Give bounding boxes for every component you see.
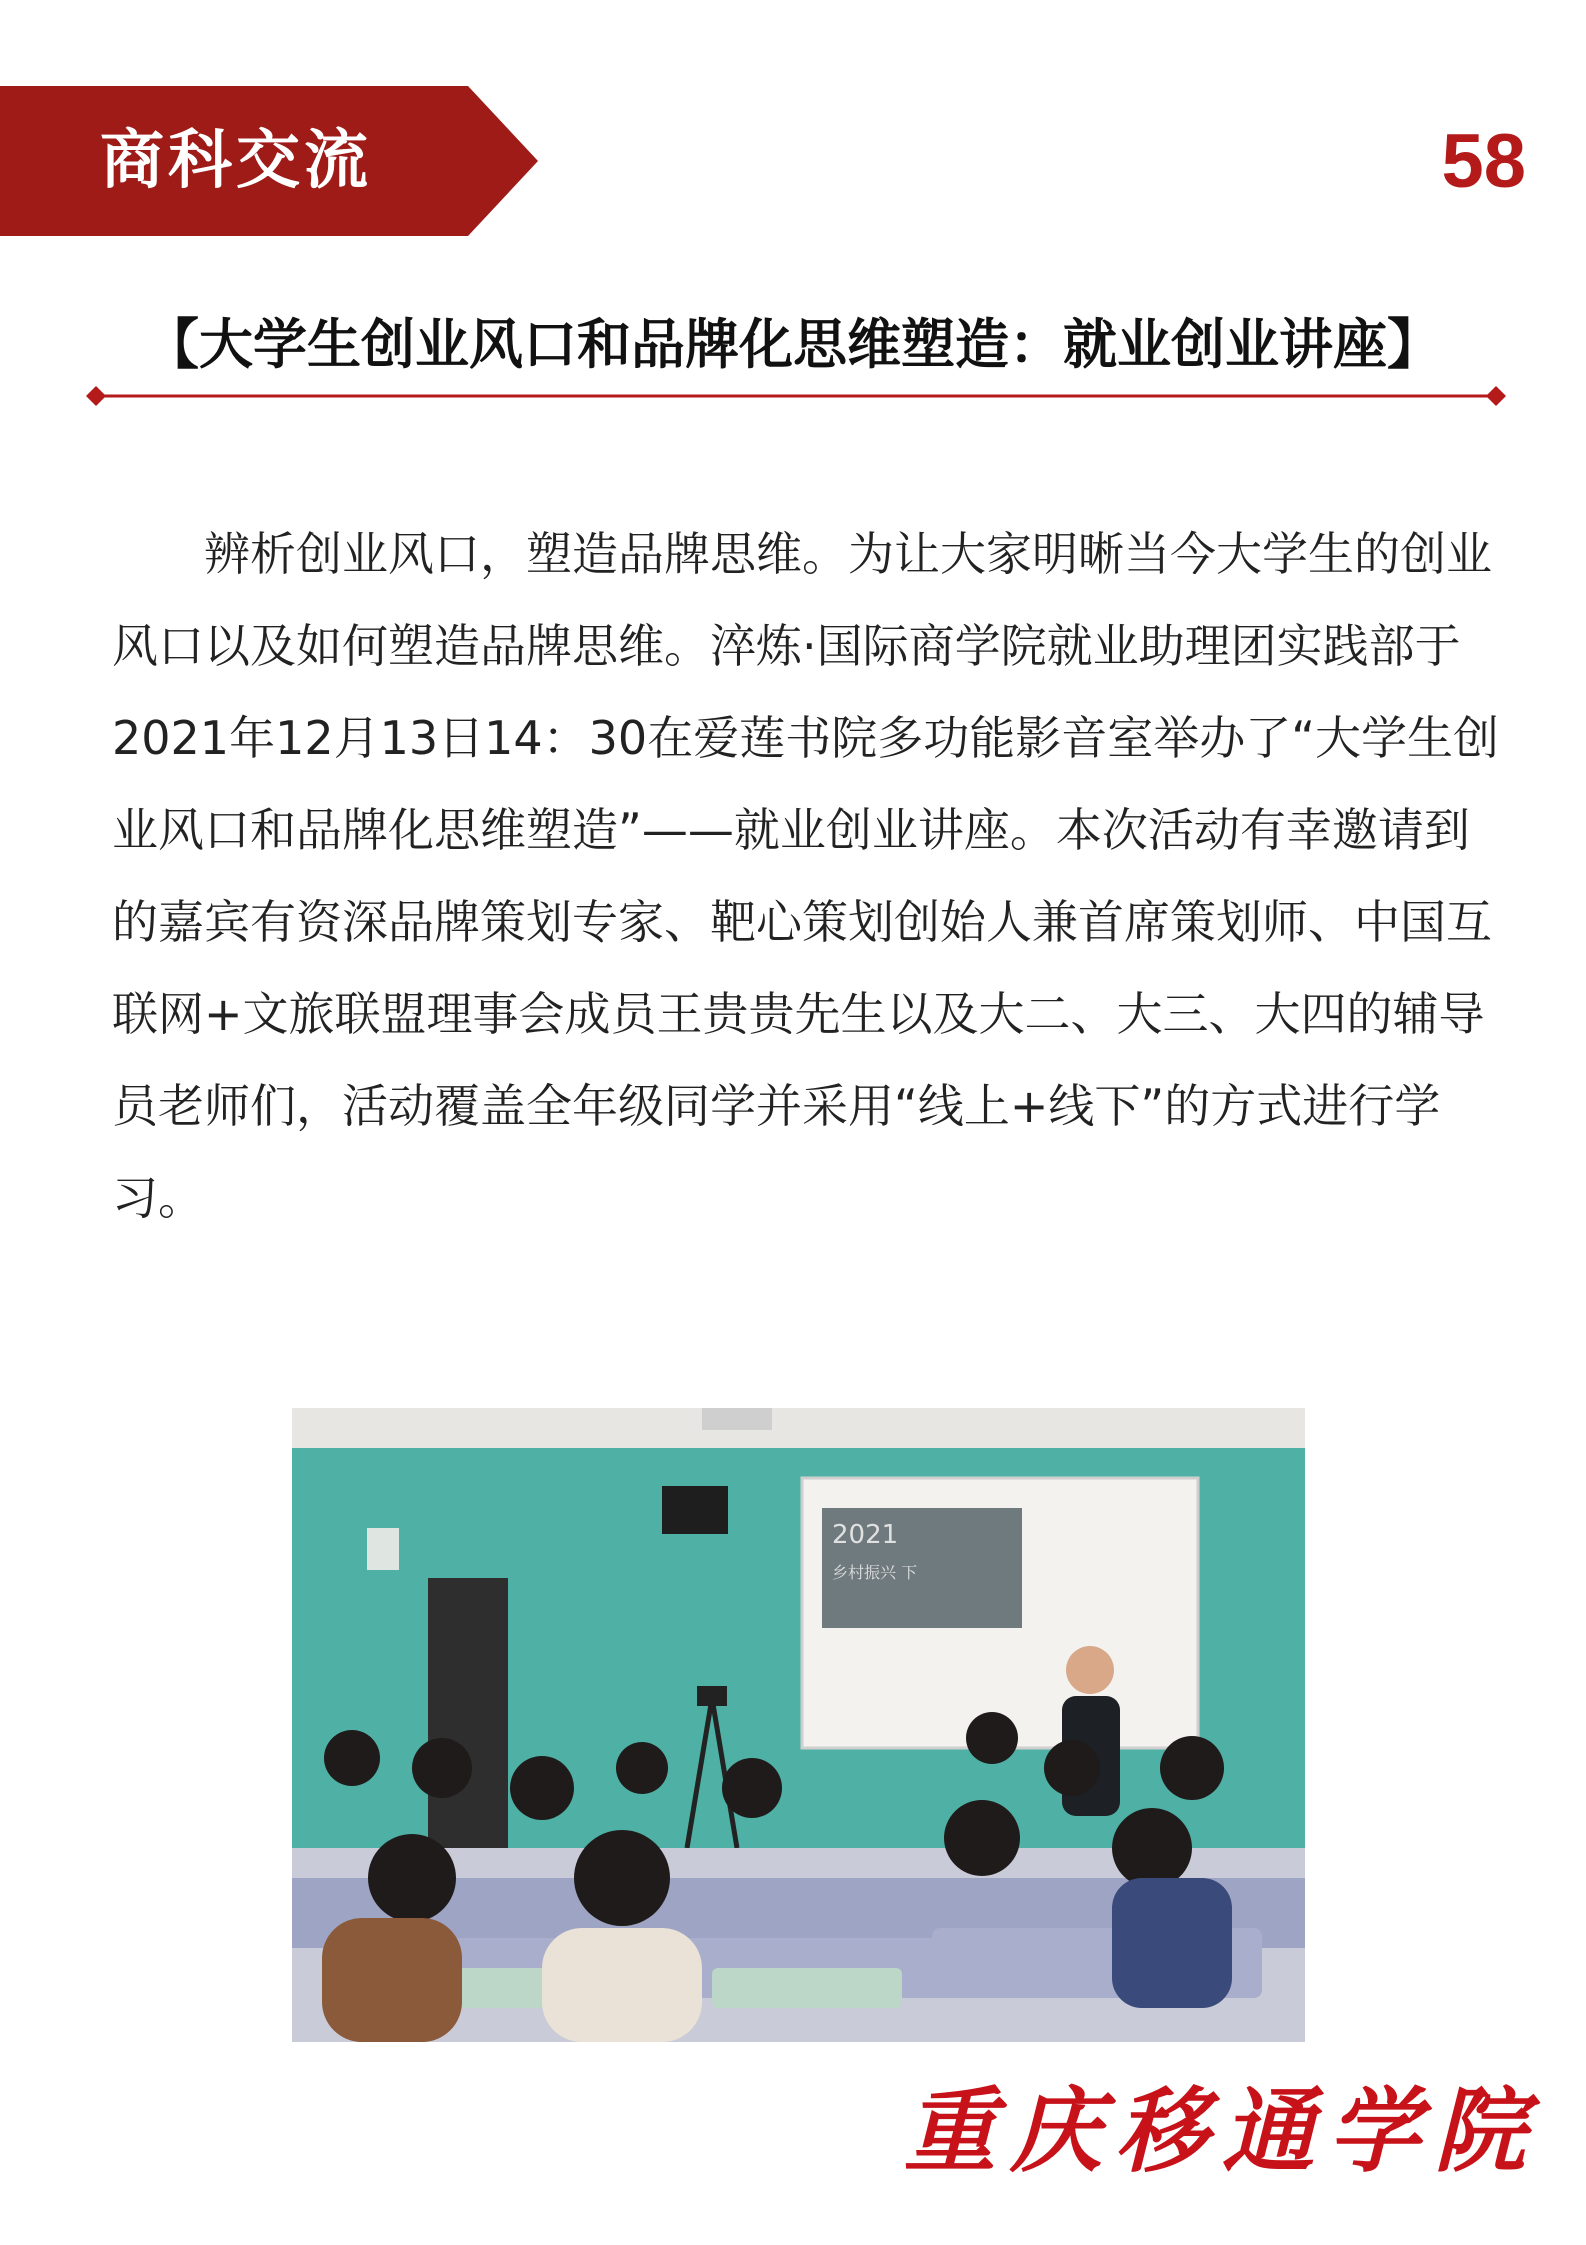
section-banner bbox=[0, 86, 540, 236]
speaker-icon bbox=[662, 1486, 728, 1534]
divider-diamond-right bbox=[1486, 386, 1506, 406]
article-title: 【大学生创业风口和品牌化思维塑造：就业创业讲座】 bbox=[145, 313, 1441, 376]
college-signature: 重庆移通学院 bbox=[903, 2077, 1540, 2185]
event-photo bbox=[292, 1408, 1305, 2042]
divider-diamond-left bbox=[86, 386, 106, 406]
title-divider bbox=[86, 386, 1506, 406]
door bbox=[428, 1578, 508, 1848]
page-number: 58 bbox=[1441, 119, 1526, 204]
screen-caption: 乡村振兴 下 bbox=[832, 1563, 918, 1582]
article-body: 辨析创业风口，塑造品牌思维。为让大家明晰当今大学生的创业风口以及如何塑造品牌思维。淬炼·国际商学院就业助理团实践部于2021年12月13日14：30在爱莲书院多功能影音室举办了“大学生创业风口和品牌化思维塑造”——就业创业讲座。本次活动有幸邀请到的嘉宾有资深品牌策划专家、靶心策划创始人兼首席策划师、中国互联网+文旅联盟理事会成员王贵贵先生以及大二、大三、大四的辅导员老师们，活动覆盖全年级同学并采用“线上+线下”的方式进行学习。 bbox=[112, 527, 1500, 1225]
screen-year: 2021 bbox=[832, 1520, 899, 1550]
section-title: 商科交流 bbox=[100, 123, 372, 198]
